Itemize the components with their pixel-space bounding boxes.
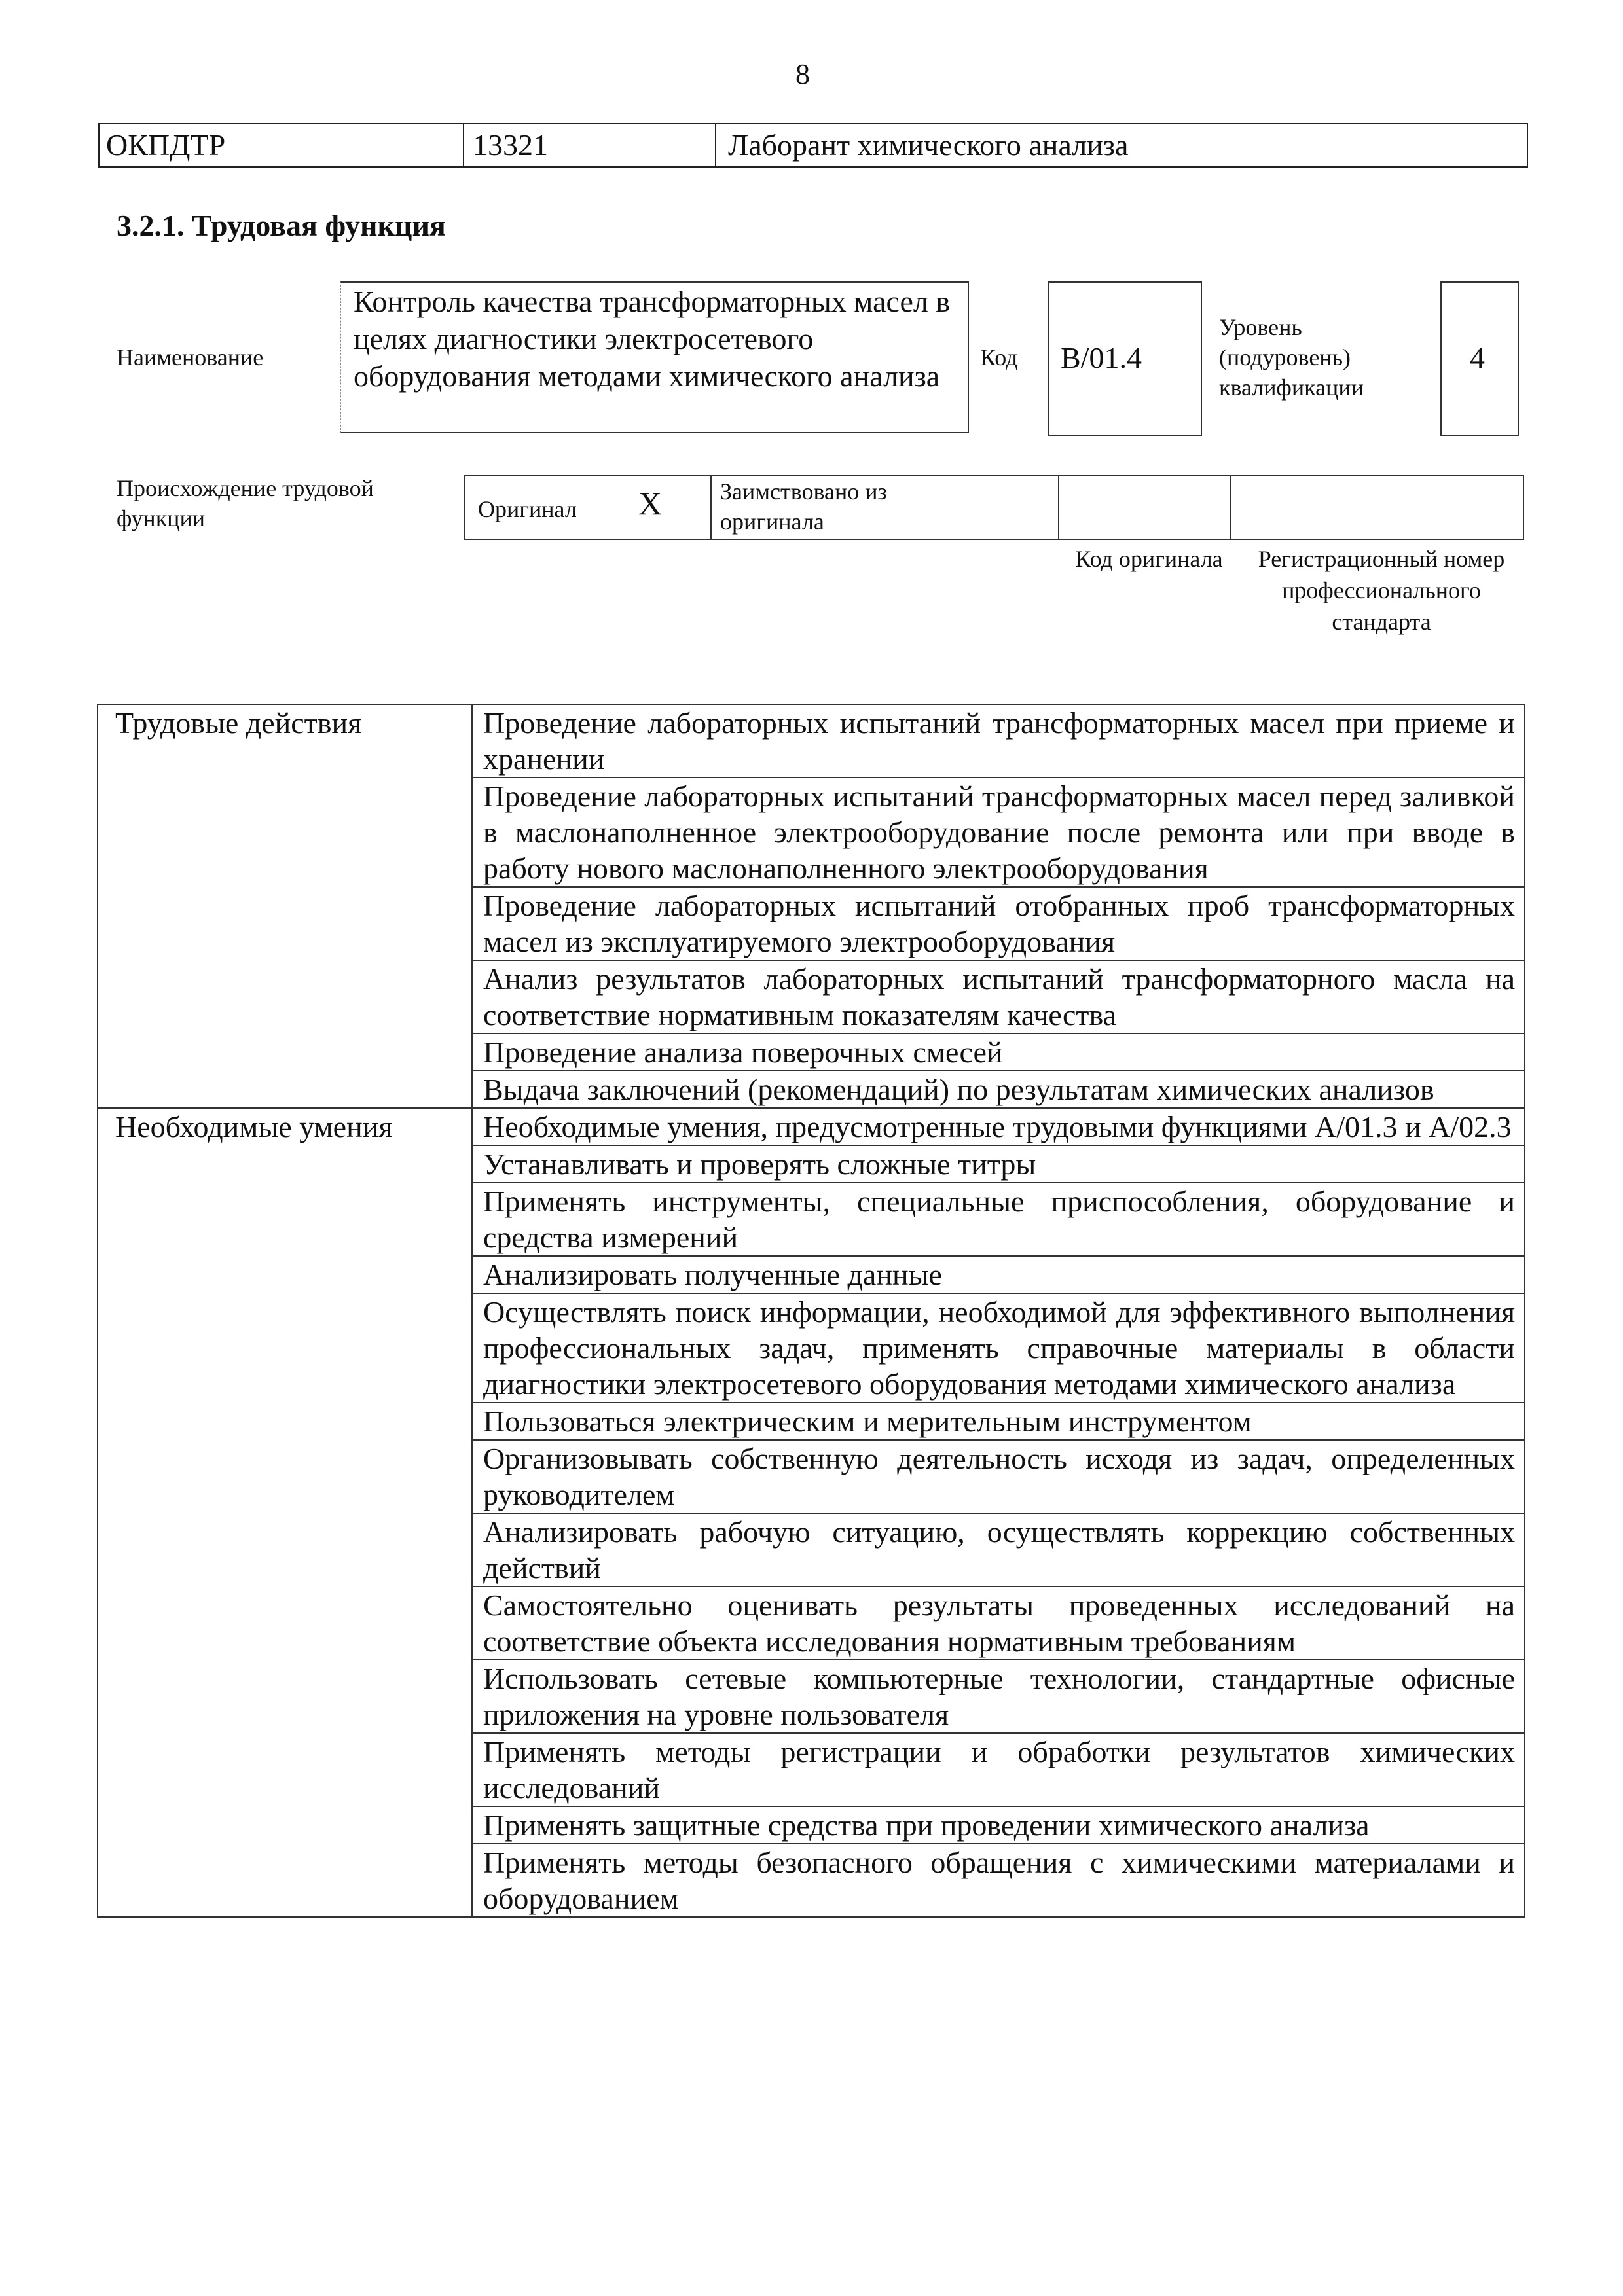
skill-item: Необходимые умения, предусмотренные трудовыми функциями А/01.3 и А/02.3: [472, 1108, 1525, 1145]
origin-reg-caption: Регистрационный номер профессионального стандарта: [1258, 546, 1505, 635]
table-row: [98, 1108, 1525, 1145]
level-value: 4: [1470, 341, 1485, 374]
skill-item: Организовывать собственную деятельность исходя из задач, определенных руководителем: [472, 1440, 1525, 1513]
labor-action-item: Проведение лабораторных испытаний отобранных проб трансформаторных масел из эксплуатируемого электрооборудования: [472, 887, 1525, 960]
origin-divider: [1058, 476, 1059, 539]
labor-action-item: Проведение лабораторных испытаний трансформаторных масел при приеме и хранении: [472, 704, 1525, 778]
skill-item: Осуществлять поиск информации, необходимой для эффективного выполнения профессиональных задач, применять справочные материалы в области диагностики электросетевого оборудования методами химического анализа: [472, 1293, 1525, 1403]
section-title: 3.2.1. Трудовая функция: [117, 209, 446, 242]
skill-item: Применять инструменты, специальные приспособления, оборудование и средства измерений: [472, 1183, 1525, 1256]
origin-original-mark: X: [638, 485, 663, 522]
labor-action-item: Проведение лабораторных испытаний трансформаторных масел перед заливкой в маслонаполненное электрооборудование после ремонта или при вводе в работу нового маслонаполненного электрооборудования: [472, 778, 1525, 887]
origin-divider: [710, 476, 712, 539]
origin-original: Оригинал: [478, 496, 577, 522]
okpdtr-label: ОКПДТР: [106, 128, 226, 162]
level-label: Уровень (подуровень) квалификации: [1219, 314, 1364, 401]
table-row: [98, 704, 1525, 778]
labor-action-item: Выдача заключений (рекомендаций) по результатам химических анализов: [472, 1071, 1525, 1108]
skill-item: Применять методы безопасного обращения с химическими материалами и оборудованием: [472, 1844, 1525, 1917]
labor-action-item: Проведение анализа поверочных смесей: [472, 1033, 1525, 1071]
okpdtr-divider: [463, 124, 464, 166]
okpdtr-title: Лаборант химического анализа: [728, 128, 1129, 162]
origin-label: Происхождение трудовой функции: [117, 475, 374, 531]
function-code: B/01.4: [1061, 341, 1142, 374]
labor-action-item: Анализ результатов лабораторных испытаний трансформаторного масла на соответствие нормативным показателям качества: [472, 960, 1525, 1033]
functions-table: [97, 704, 1525, 1918]
page-number: 8: [795, 58, 810, 90]
skill-item: Анализировать полученные данные: [472, 1256, 1525, 1293]
skill-item: Анализировать рабочую ситуацию, осуществлять коррекцию собственных действий: [472, 1513, 1525, 1587]
skill-item: Пользоваться электрическим и мерительным инструментом: [472, 1403, 1525, 1440]
function-name: Контроль качества трансформаторных масел в целях диагностики электросетевого оборудования методами химического анализа: [354, 285, 951, 393]
code-label: Код: [980, 344, 1018, 370]
skill-item: Применять защитные средства при проведении химического анализа: [472, 1806, 1525, 1844]
okpdtr-row: [98, 123, 1528, 168]
skill-item: Применять методы регистрации и обработки результатов химических исследований: [472, 1733, 1525, 1806]
skills-label: Необходимые умения: [98, 1108, 472, 1917]
skill-item: Самостоятельно оценивать результаты проведенных исследований на соответствие объекта исследования нормативным требованиям: [472, 1587, 1525, 1660]
okpdtr-divider: [715, 124, 716, 166]
origin-code-caption: Код оригинала: [1075, 546, 1223, 572]
skill-item: Использовать сетевые компьютерные технологии, стандартные офисные приложения на уровне пользователя: [472, 1660, 1525, 1733]
origin-row: [464, 475, 1524, 540]
labor-actions-label: Трудовые действия: [98, 704, 472, 1108]
origin-borrowed: Заимствовано из оригинала: [720, 478, 887, 535]
origin-divider: [1230, 476, 1231, 539]
skill-item: Устанавливать и проверять сложные титры: [472, 1145, 1525, 1183]
name-label: Наименование: [117, 344, 264, 370]
okpdtr-code: 13321: [473, 128, 548, 162]
